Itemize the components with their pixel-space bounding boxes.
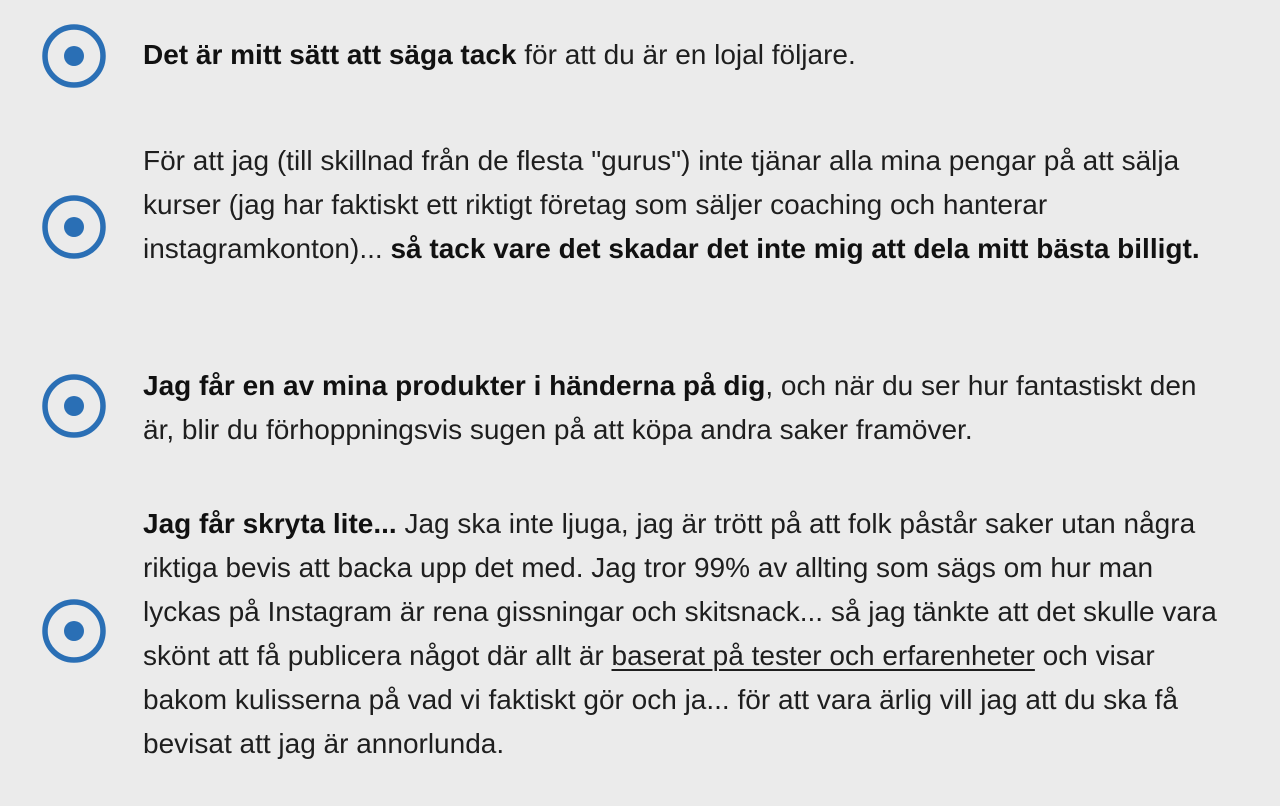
list-item-bold: Jag får skryta lite...	[143, 508, 397, 539]
list-item-tail: och visar bakom kulisserna på vad vi faktiskt gör och ja... för att vara ärlig vill jag att du ska få bevisat att jag är annorlunda.	[143, 640, 1178, 759]
radio-bullet-icon	[41, 23, 107, 89]
radio-bullet-icon	[41, 598, 107, 664]
list-item-bold: Jag får en av mina produkter i händerna på dig	[143, 370, 766, 401]
radio-bullet-icon	[41, 373, 107, 439]
list-item-rest: , och när du ser hur fantastiskt den är, blir du förhoppningsvis sugen på att köpa andra saker framöver.	[143, 370, 1197, 445]
tests-experience-link[interactable]: baserat på tester och erfarenheter	[611, 640, 1035, 671]
list-item-rest: Jag ska inte ljuga, jag är trött på att folk påstår saker utan några riktiga bevis att backa upp det med. Jag tror 99% av allting som sägs om hur man lyckas på Instagram är rena gissningar och skitsnack... så jag tänkte att det skulle vara skönt att få publicera något där allt är	[143, 508, 1217, 671]
list-item-text	[143, 33, 1228, 77]
list-item-text	[143, 139, 1228, 271]
list-item-rest: För att jag (till skillnad från de flesta "gurus") inte tjänar alla mina pengar på att sälja kurser (jag har faktiskt ett riktigt företag som säljer coaching och hanterar instagramkonton)...	[143, 145, 1180, 264]
list-item-text	[143, 502, 1228, 766]
list-item-bold: så tack vare det skadar det inte mig att dela mitt bästa billigt.	[390, 233, 1200, 264]
list-item-rest: för att du är en lojal följare.	[516, 39, 856, 70]
list-item-text	[143, 364, 1228, 452]
radio-bullet-icon	[41, 194, 107, 260]
list-item-bold: Det är mitt sätt att säga tack	[143, 39, 517, 70]
